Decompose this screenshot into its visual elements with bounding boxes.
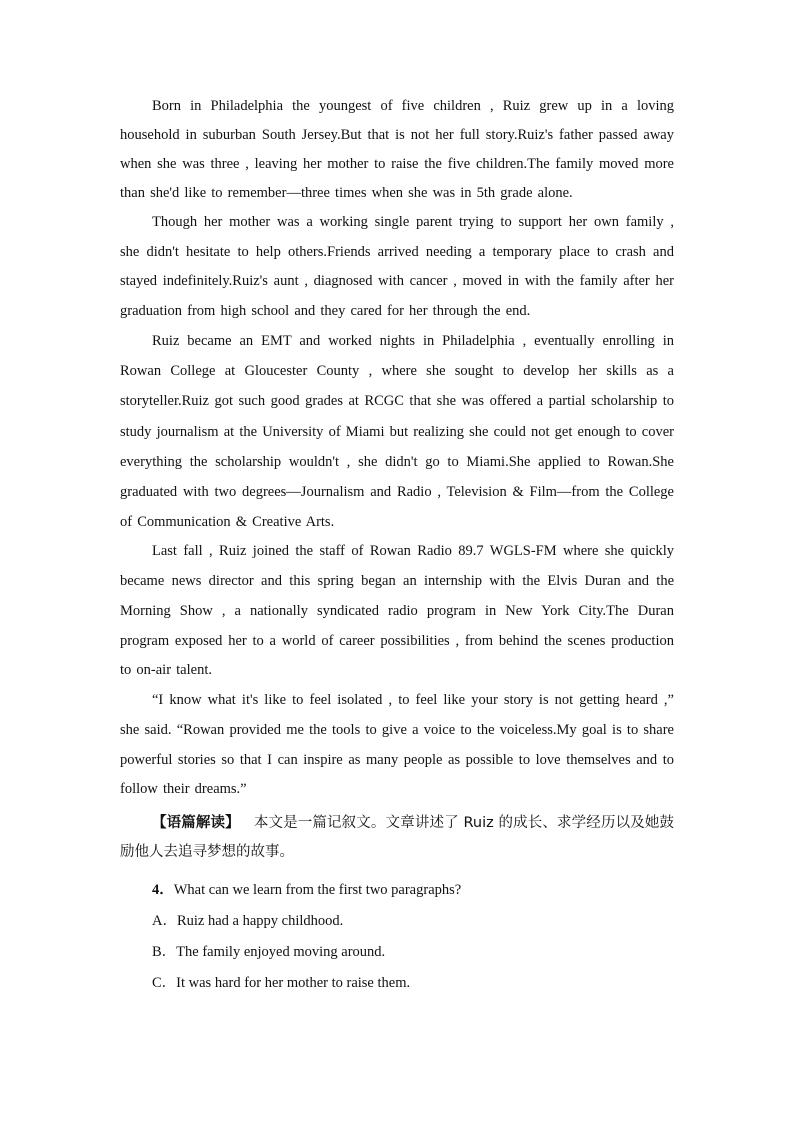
question-4 bbox=[120, 875, 674, 999]
article-paragraph-5: “I know what it's like to feel isolated , to feel like your story is not getting heard ,” she said. “Rowan provided me the tools to give a voice to the voiceless.My goal is to share powerful stories so that I can inspire as many people as possible to love themselves and to follow their dreams.” bbox=[120, 691, 674, 798]
article-paragraph-2: Though her mother was a working single parent trying to support her own family , she didn't hesitate to help others.Friends arrived needing a temporary place to crash and stayed indefinitely.Ruiz's aunt , diagnosed with cancer , moved in with the family after her graduation from high school and they cared for her through the end. bbox=[120, 214, 674, 319]
article-paragraph-3: Ruiz became an EMT and worked nights in Philadelphia , eventually enrolling in Rowan College at Gloucester County , where she sought to develop her skills as a storyteller.Ruiz got such good grades at RCGC that she was offered a partial scholarship to study journalism at the University of Miami but realizing she could not get enough to cover everything the scholarship wouldn't , she didn't go to Miami.She applied to Rowan.She graduated with two degrees—Journalism and Radio , Television & Film—from the College of Communication & Creative Arts. bbox=[120, 333, 674, 531]
article-paragraph-1: Born in Philadelphia the youngest of five children , Ruiz grew up in a loving household in suburban South Jersey.But that is not her full story.Ruiz's father passed away when she was three , leaving her mother to raise the five children.The family moved more than she'd like to remember—three times when she was in 5th grade alone. bbox=[120, 98, 674, 201]
option-c: C．It was hard for her mother to raise them. bbox=[152, 975, 411, 992]
question-stem-line bbox=[120, 875, 674, 906]
document-page bbox=[120, 92, 674, 999]
article-paragraph-4: Last fall , Ruiz joined the staff of Rowan Radio 89.7 WGLS-FM where she quickly became news director and this spring began an internship with the Elvis Duran and the Morning Show , a nationally syndicated radio program in New York City.The Duran program exposed her to a world of career possibilities , from behind the scenes production to on-air talent. bbox=[120, 543, 674, 679]
reading-note-tag: 【语篇解读】 bbox=[152, 815, 240, 832]
question-number: 4． bbox=[152, 882, 174, 899]
option-b: B．The family enjoyed moving around. bbox=[152, 944, 386, 961]
option-a: A．Ruiz had a happy childhood. bbox=[152, 913, 344, 930]
reading-note-text: 本文是一篇记叙文。文章讲述了 Ruiz 的成长、求学经历以及她鼓励他人去追寻梦想的故事。 bbox=[120, 815, 674, 861]
reading-note bbox=[120, 809, 674, 867]
question-stem: What can we learn from the first two paragraphs? bbox=[173, 882, 462, 899]
